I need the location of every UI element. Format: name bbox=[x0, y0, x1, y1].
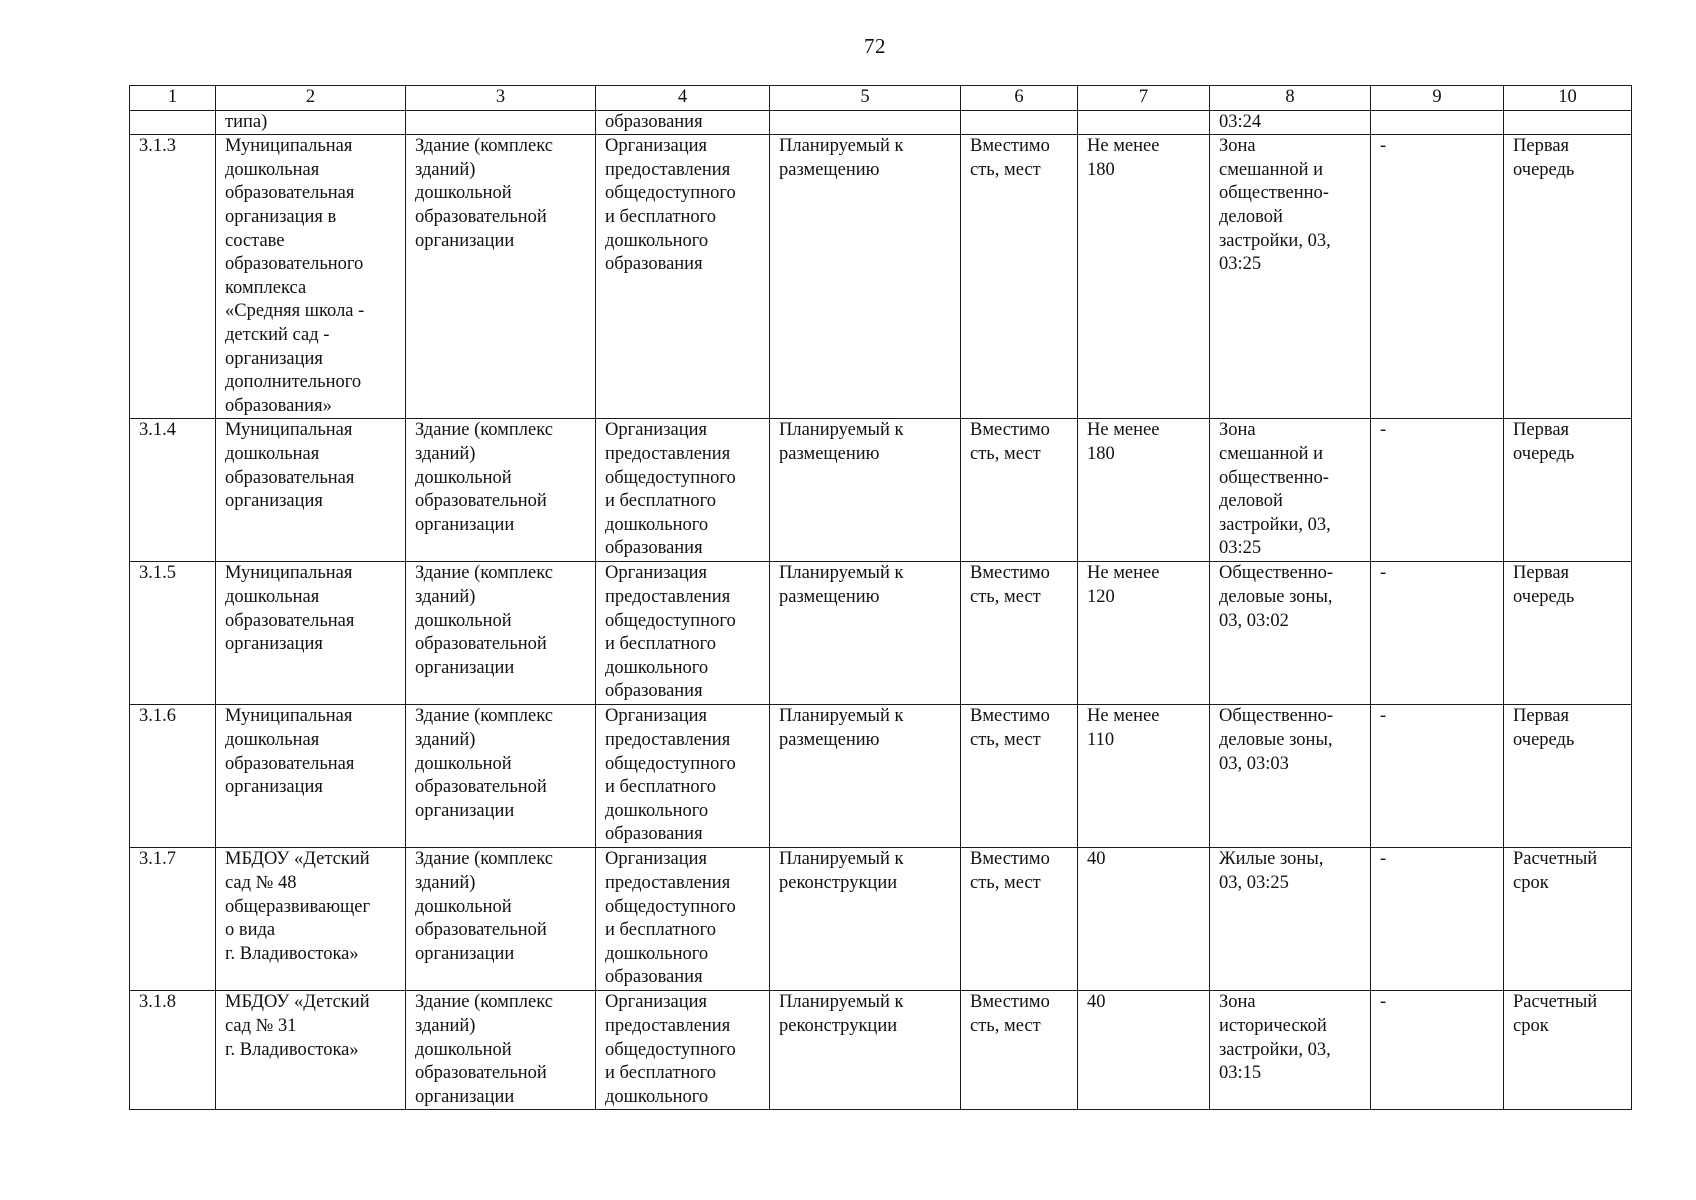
term-cell: Первая очередь bbox=[1504, 705, 1632, 848]
value-cell: Не менее 180 bbox=[1078, 135, 1210, 419]
row-number-cell: 3.1.7 bbox=[130, 848, 216, 991]
table-row bbox=[130, 991, 1632, 1110]
zone-cell: Общественно- деловые зоны, 03, 03:03 bbox=[1210, 705, 1371, 848]
object-name-cell: Муниципальная дошкольная образовательная организация bbox=[216, 419, 406, 562]
status-cell: Планируемый к реконструкции bbox=[770, 991, 961, 1110]
zone-cell: Зона смешанной и общественно- деловой застройки, 03, 03:25 bbox=[1210, 135, 1371, 419]
zone-note-cell: - bbox=[1371, 991, 1504, 1110]
zone-note-cell: - bbox=[1371, 848, 1504, 991]
table-cell bbox=[406, 110, 596, 135]
zone-note-cell: - bbox=[1371, 562, 1504, 705]
header-cell: 2 bbox=[216, 86, 406, 111]
characteristic-cell: Вместимо сть, мест bbox=[961, 562, 1078, 705]
zone-note-cell: - bbox=[1371, 135, 1504, 419]
term-cell: Первая очередь bbox=[1504, 419, 1632, 562]
planning-table bbox=[129, 85, 1632, 1110]
zone-cell: Общественно- деловые зоны, 03, 03:02 bbox=[1210, 562, 1371, 705]
term-cell: Первая очередь bbox=[1504, 135, 1632, 419]
status-cell: Планируемый к размещению bbox=[770, 135, 961, 419]
purpose-cell: Организация предоставления общедоступного и бесплатного дошкольного образования bbox=[596, 705, 770, 848]
object-type-cell: Здание (комплекс зданий) дошкольной образовательной организации bbox=[406, 562, 596, 705]
table-cell: 03:24 bbox=[1210, 110, 1371, 135]
status-cell: Планируемый к размещению bbox=[770, 419, 961, 562]
value-cell: Не менее 180 bbox=[1078, 419, 1210, 562]
header-row bbox=[130, 86, 1632, 111]
object-name-cell: МБДОУ «Детский сад № 31 г. Владивостока» bbox=[216, 991, 406, 1110]
table-cell bbox=[1078, 110, 1210, 135]
term-cell: Первая очередь bbox=[1504, 562, 1632, 705]
value-cell: Не менее 110 bbox=[1078, 705, 1210, 848]
object-type-cell: Здание (комплекс зданий) дошкольной образовательной организации bbox=[406, 135, 596, 419]
zone-note-cell: - bbox=[1371, 419, 1504, 562]
row-number-cell: 3.1.8 bbox=[130, 991, 216, 1110]
table-cell bbox=[1504, 110, 1632, 135]
table-cell bbox=[770, 110, 961, 135]
object-name-cell: Муниципальная дошкольная образовательная организация bbox=[216, 562, 406, 705]
row-number-cell: 3.1.3 bbox=[130, 135, 216, 419]
page-number: 72 bbox=[864, 34, 886, 58]
term-cell: Расчетный срок bbox=[1504, 991, 1632, 1110]
zone-cell: Жилые зоны, 03, 03:25 bbox=[1210, 848, 1371, 991]
characteristic-cell: Вместимо сть, мест bbox=[961, 848, 1078, 991]
table-cell bbox=[130, 110, 216, 135]
purpose-cell: Организация предоставления общедоступного и бесплатного дошкольного образования bbox=[596, 419, 770, 562]
object-type-cell: Здание (комплекс зданий) дошкольной образовательной организации bbox=[406, 419, 596, 562]
table-row bbox=[130, 848, 1632, 991]
value-cell: 40 bbox=[1078, 991, 1210, 1110]
row-number-cell: 3.1.4 bbox=[130, 419, 216, 562]
table-row bbox=[130, 705, 1632, 848]
table-cell bbox=[961, 110, 1078, 135]
header-cell: 7 bbox=[1078, 86, 1210, 111]
zone-cell: Зона исторической застройки, 03, 03:15 bbox=[1210, 991, 1371, 1110]
table-cell: образования bbox=[596, 110, 770, 135]
purpose-cell: Организация предоставления общедоступного и бесплатного дошкольного образования bbox=[596, 135, 770, 419]
object-name-cell: Муниципальная дошкольная образовательная организация bbox=[216, 705, 406, 848]
table-row bbox=[130, 419, 1632, 562]
header-cell: 6 bbox=[961, 86, 1078, 111]
status-cell: Планируемый к размещению bbox=[770, 705, 961, 848]
header-cell: 1 bbox=[130, 86, 216, 111]
header-cell: 4 bbox=[596, 86, 770, 111]
object-name-cell: МБДОУ «Детский сад № 48 общеразвивающег о вида г. Владивостока» bbox=[216, 848, 406, 991]
characteristic-cell: Вместимо сть, мест bbox=[961, 705, 1078, 848]
header-cell: 9 bbox=[1371, 86, 1504, 111]
characteristic-cell: Вместимо сть, мест bbox=[961, 991, 1078, 1110]
value-cell: 40 bbox=[1078, 848, 1210, 991]
header-cell: 8 bbox=[1210, 86, 1371, 111]
object-type-cell: Здание (комплекс зданий) дошкольной образовательной организации bbox=[406, 848, 596, 991]
zone-cell: Зона смешанной и общественно- деловой застройки, 03, 03:25 bbox=[1210, 419, 1371, 562]
table-row bbox=[130, 135, 1632, 419]
characteristic-cell: Вместимо сть, мест bbox=[961, 419, 1078, 562]
header-cell: 10 bbox=[1504, 86, 1632, 111]
status-cell: Планируемый к реконструкции bbox=[770, 848, 961, 991]
purpose-cell: Организация предоставления общедоступного и бесплатного дошкольного bbox=[596, 991, 770, 1110]
zone-note-cell: - bbox=[1371, 705, 1504, 848]
characteristic-cell: Вместимо сть, мест bbox=[961, 135, 1078, 419]
row-number-cell: 3.1.5 bbox=[130, 562, 216, 705]
object-type-cell: Здание (комплекс зданий) дошкольной образовательной организации bbox=[406, 705, 596, 848]
continuation-row bbox=[130, 110, 1632, 135]
header-cell: 5 bbox=[770, 86, 961, 111]
table-cell bbox=[1371, 110, 1504, 135]
term-cell: Расчетный срок bbox=[1504, 848, 1632, 991]
purpose-cell: Организация предоставления общедоступного и бесплатного дошкольного образования bbox=[596, 848, 770, 991]
header-cell: 3 bbox=[406, 86, 596, 111]
row-number-cell: 3.1.6 bbox=[130, 705, 216, 848]
table-cell: типа) bbox=[216, 110, 406, 135]
purpose-cell: Организация предоставления общедоступного и бесплатного дошкольного образования bbox=[596, 562, 770, 705]
status-cell: Планируемый к размещению bbox=[770, 562, 961, 705]
object-type-cell: Здание (комплекс зданий) дошкольной образовательной организации bbox=[406, 991, 596, 1110]
table-row bbox=[130, 562, 1632, 705]
value-cell: Не менее 120 bbox=[1078, 562, 1210, 705]
object-name-cell: Муниципальная дошкольная образовательная организация в составе образовательного комплекса «Средняя школа - детский сад - организация дополнительного образования» bbox=[216, 135, 406, 419]
